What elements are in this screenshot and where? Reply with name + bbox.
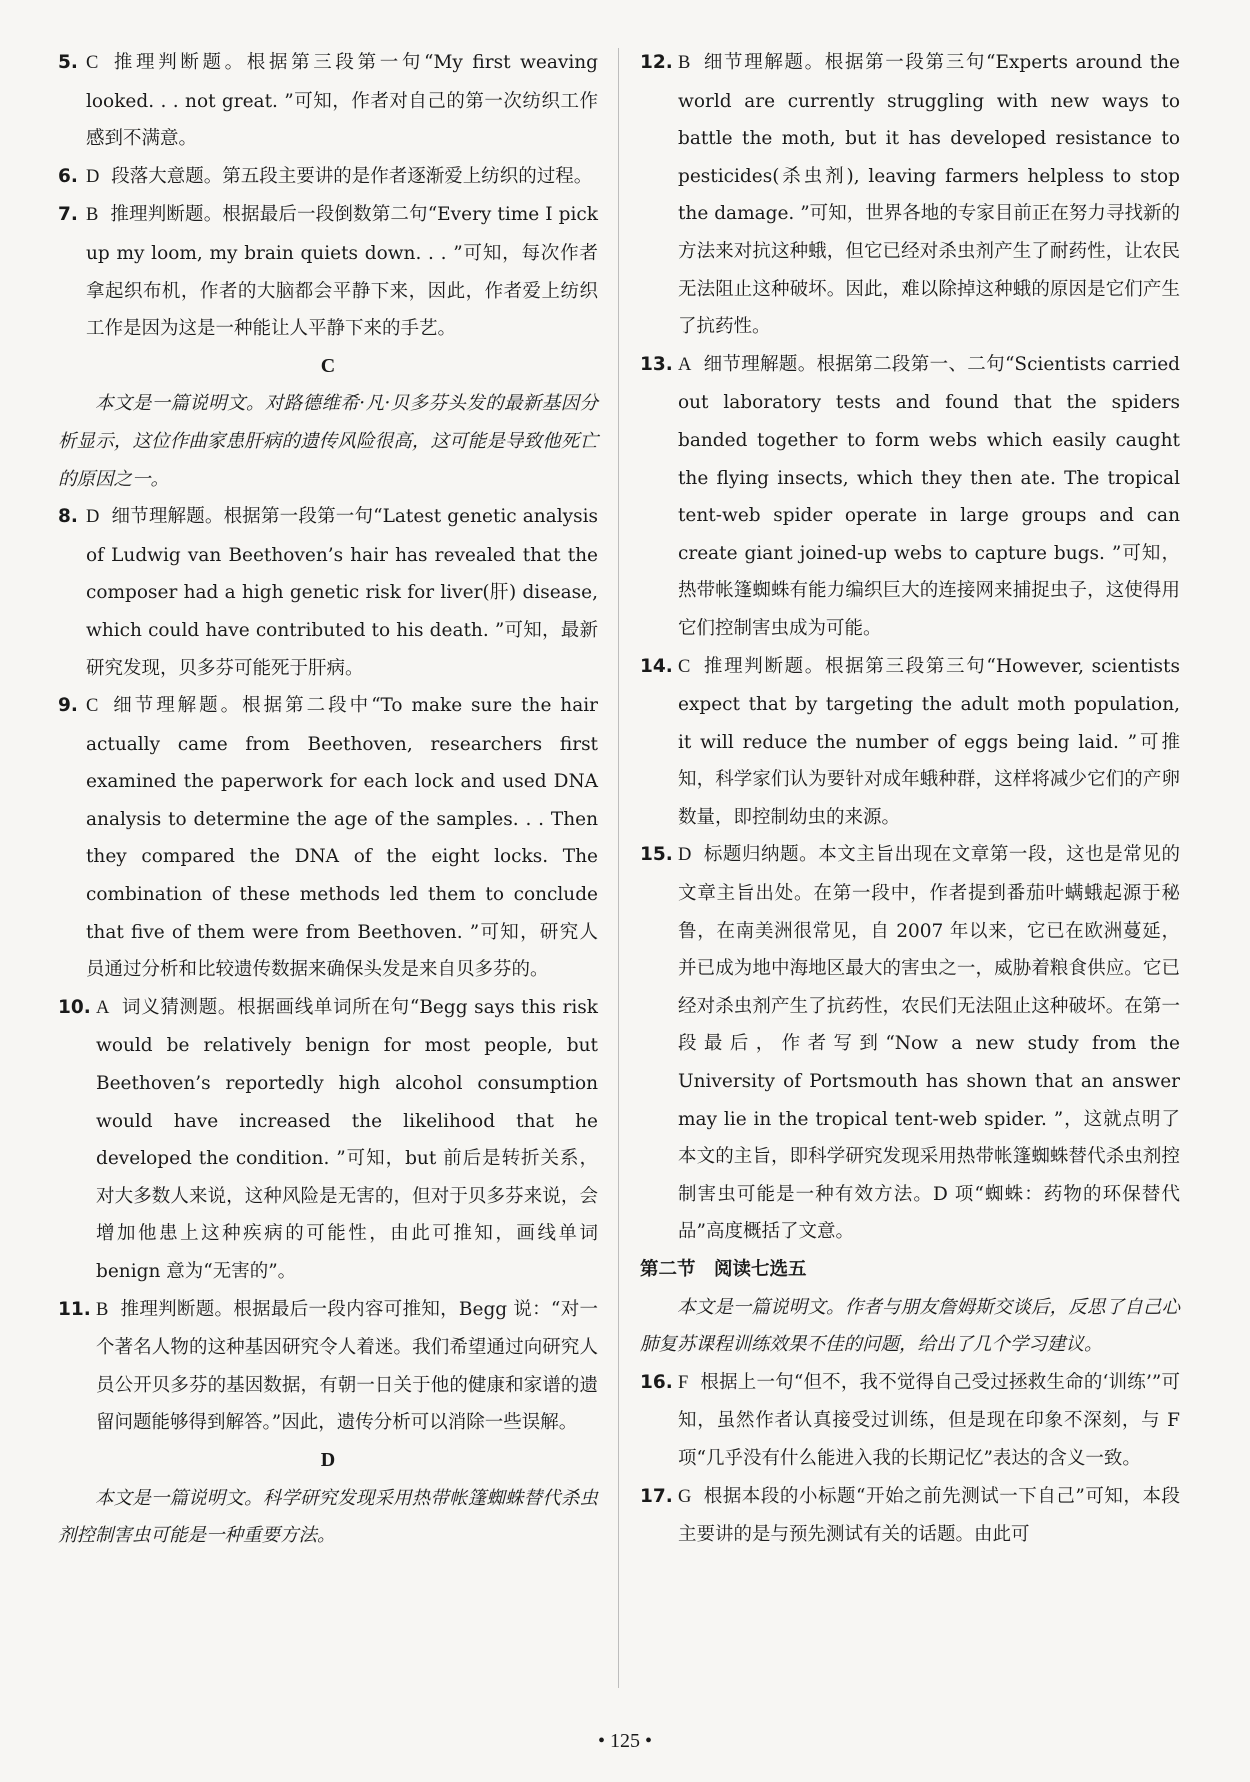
answer-explanation: 细节理解题。根据第二段第一、二句“Scientists carried out laboratory tests and found that the spiders banded together to form webs which easily caught the flying insects, which they then ate. The tropical tent-web spider operate in large groups and can create giant joined-up webs to capture bugs. ”可知，热带帐篷蜘蛛有能力编织巨大的连接网来捕捉虫子，这使得用它们控制害虫成为可能。 [678, 353, 1180, 639]
answer-explanation: 细节理解题。根据第一段第一句“Latest genetic analysis of Ludwig van Beethoven’s hair has revealed that the composer had a high genetic risk for liver(肝) disease, which could have contributed to his death. ”可知，最新研究发现，贝多芬可能死于肝病。 [86, 506, 598, 679]
section-heading-d: D [320, 1448, 336, 1471]
part-two-heading: 第二节 阅读七选五 [640, 1259, 807, 1280]
question-number: 13. [640, 353, 673, 375]
answer-explanation: 根据本段的小标题“开始之前先测试一下自己”可知，本段主要讲的是与预先测试有关的话题。由此可 [678, 1485, 1180, 1546]
question-number: 8. [58, 506, 78, 528]
answer-item-10 [58, 989, 598, 1291]
question-number: 15. [640, 844, 673, 866]
answer-letter: B [678, 53, 691, 73]
answer-explanation: 根据上一句“但不，我不觉得自己受过拯救生命的‘训练’”可知，虽然作者认真接受过训练，但是现在印象不深刻，与 F 项“几乎没有什么能进入我的长期记忆”表达的含义一致。 [678, 1371, 1180, 1469]
passage-summary-d: 本文是一篇说明文。科学研究发现采用热带帐篷蜘蛛替代杀虫剂控制害虫可能是一种重要方法。 [58, 1487, 598, 1547]
right-column [640, 44, 1180, 1554]
answer-item-8 [58, 498, 598, 687]
answer-letter: B [96, 1299, 109, 1320]
answer-explanation: 细节理解题。根据第二段中“To make sure the hair actually came from Beethoven, researchers first examined the paperwork for each lock and used DNA analysis to determine the age of the samples. . . Then they compared the DNA of the eight locks. The combination of these methods led them to conclude that five of them were from Beethoven. ”可知，研究人员通过分析和比较遗传数据来确保头发是来自贝多芬的。 [86, 695, 598, 981]
answer-letter: C [86, 696, 99, 717]
answer-item-11 [58, 1291, 598, 1442]
answer-explanation: 词义猜测题。根据画线单词所在句“Begg says this risk would be relatively benign for most people, but Beethoven’s reportedly high alcohol consumption would have increased the likelihood that he developed the condition. ”可知，but 前后是转折关系，对大多数人来说，这种风险是无害的，但对于贝多芬来说，会增加他患上这种疾病的可能性，由此可推知，画线单词 benign 意为“无害的”。 [96, 996, 598, 1282]
answer-letter: C [678, 656, 691, 677]
answer-explanation: 推理判断题。根据第三段第一句“My first weaving looked. . . not great. ”可知，作者对自己的第一次纺织工作感到不满意。 [86, 52, 598, 150]
answer-item-12 [640, 44, 1180, 346]
question-number: 6. [58, 165, 78, 187]
left-column [58, 44, 598, 1555]
answer-letter: A [96, 997, 110, 1018]
answer-explanation: 推理判断题。根据第三段第三句“However, scientists expect that by targeting the adult moth population, it will reduce the number of eggs being laid. ”可推知，科学家们认为要针对成年蛾种群，这样将减少它们的产卵数量，即控制幼虫的来源。 [678, 655, 1180, 828]
answer-explanation: 标题归纳题。本文主旨出现在文章第一段，这也是常见的文章主旨出处。在第一段中，作者提到番茄叶螨蛾起源于秘鲁，在南美洲很常见，自 2007 年以来，它已在欧洲蔓延，并已成为地中海地区最大的害虫之一，威胁着粮食供应。它已经对杀虫剂产生了抗药性，农民们无法阻止这种破坏。在第一段最后，作者写到“Now a new study from the University of Portsmouth has shown that an answer may lie in the tropical tent-web spider. ”，这就点明了本文的主旨，即科学研究发现采用热带帐篷蜘蛛替代杀虫剂控制害虫可能是一种有效方法。D 项“蜘蛛：药物的环保替代品”高度概括了文意。 [678, 844, 1180, 1243]
question-number: 9. [58, 695, 78, 717]
answer-letter: A [678, 354, 692, 375]
column-divider [618, 48, 619, 1688]
passage-summary-c: 本文是一篇说明文。对路德维希·凡·贝多芬头发的最新基因分析显示，这位作曲家患肝病的遗传风险很高，这可能是导致他死亡的原因之一。 [58, 393, 598, 490]
answer-item-13 [640, 346, 1180, 648]
answer-explanation: 推理判断题。根据最后一段倒数第二句“Every time I pick up my loom, my brain quiets down. . . ”可知，每次作者拿起织布机，作者的大脑都会平静下来，因此，作者爱上纺织工作是因为这是一种能让人平静下来的手艺。 [86, 204, 598, 340]
question-number: 7. [58, 204, 78, 226]
question-number: 10. [58, 996, 91, 1018]
answer-letter: F [678, 1372, 689, 1393]
page-number: • 125 • [597, 1730, 652, 1752]
answer-explanation: 段落大意题。第五段主要讲的是作者逐渐爱上纺织的过程。 [111, 165, 593, 187]
answer-item-7 [58, 196, 598, 347]
answer-item-14 [640, 648, 1180, 837]
question-number: 11. [58, 1298, 91, 1320]
question-number: 14. [640, 655, 673, 677]
question-number: 17. [640, 1485, 673, 1507]
answer-explanation: 推理判断题。根据最后一段内容可推知，Begg 说：“对一个著名人物的这种基因研究令人着迷。我们希望通过向研究人员公开贝多芬的基因数据，有朝一日关于他的健康和家谱的遗留问题能够得到解答。”因此，遗传分析可以消除一些误解。 [96, 1298, 598, 1434]
answer-item-15 [640, 836, 1180, 1251]
question-number: 16. [640, 1371, 673, 1393]
question-number: 5. [58, 52, 78, 73]
section-heading-c: C [320, 354, 336, 377]
answer-item-6 [58, 158, 598, 197]
answer-letter: D [86, 507, 100, 528]
answer-letter: D [678, 845, 692, 866]
answer-item-9 [58, 687, 598, 989]
question-number: 12. [640, 52, 673, 73]
answer-letter: C [86, 53, 99, 73]
answer-item-16 [640, 1364, 1180, 1478]
answer-letter: B [86, 205, 99, 226]
answer-letter: D [86, 166, 100, 187]
answer-explanation: 细节理解题。根据第一段第三句“Experts around the world are currently struggling with new ways to battle the moth, but it has developed resistance to pesticides(杀虫剂), leaving farmers helpless to stop the damage. ”可知，世界各地的专家目前正在努力寻找新的方法来对抗这种蛾，但它已经对杀虫剂产生了耐药性，让农民无法阻止这种破坏。因此，难以除掉这种蛾的原因是它们产生了抗药性。 [678, 52, 1181, 338]
answer-letter: G [678, 1486, 692, 1507]
passage-summary-part2: 本文是一篇说明文。作者与朋友詹姆斯交谈后，反思了自己心肺复苏课程训练效果不佳的问题，给出了几个学习建议。 [640, 1296, 1180, 1356]
answer-item-17 [640, 1478, 1180, 1554]
answer-item-5 [58, 44, 598, 158]
